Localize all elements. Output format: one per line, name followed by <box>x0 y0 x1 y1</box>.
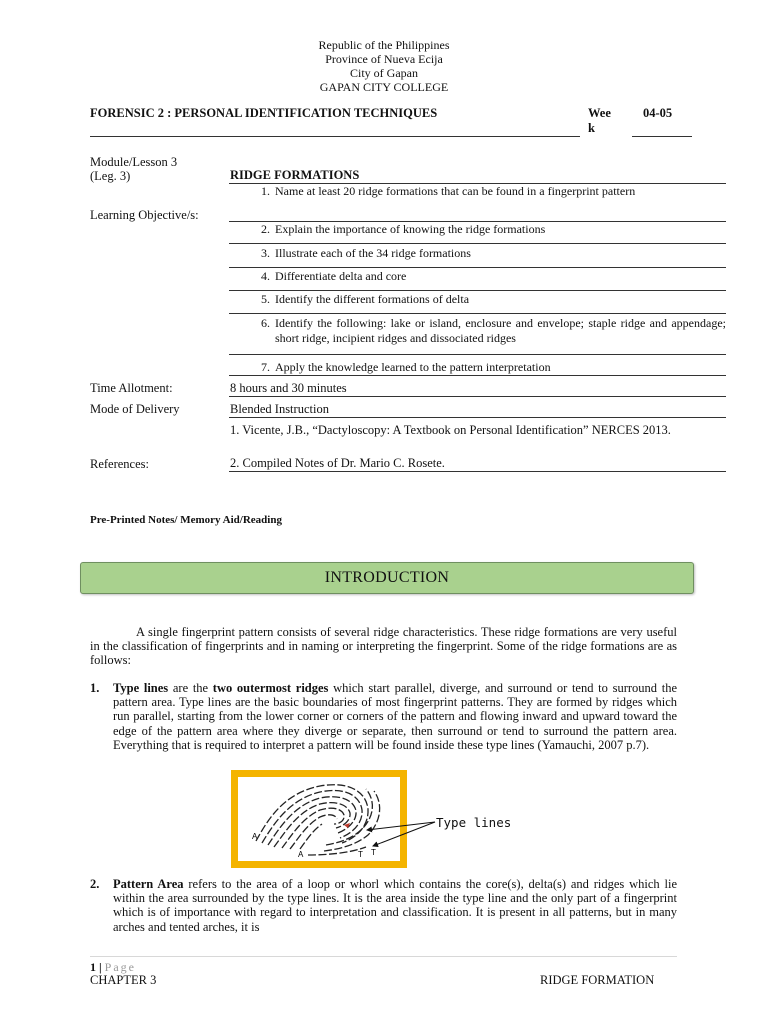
time-label: Time Allotment: <box>90 381 173 395</box>
title-underline <box>90 136 580 137</box>
time-rule <box>229 396 726 397</box>
header-country: Republic of the Philippines <box>318 38 450 52</box>
module-topic: RIDGE FORMATIONS <box>230 168 360 182</box>
objective-item: 3. Illustrate each of the 34 ridge formations <box>261 246 471 260</box>
objective-rule <box>229 290 726 291</box>
intro-paragraph: A single fingerprint pattern consists of several ridge characteristics. These ridge formations are very useful in the classification of fingerprints and in naming or interpreting the fingerprint. Some of the ridge formations are as follows: <box>90 625 677 668</box>
footer-rule <box>90 956 677 957</box>
module-label: Module/Lesson 3 <box>90 155 178 169</box>
header-city: City of Gapan <box>350 66 418 80</box>
week-value: 04-05 <box>643 106 673 120</box>
header-college: GAPAN CITY COLLEGE <box>319 80 449 94</box>
type-lines-callout: Type lines <box>436 815 512 830</box>
mode-rule <box>229 417 726 418</box>
objective-item: 5. Identify the different formations of delta <box>261 292 470 306</box>
objective-item: 6. Identify the following: lake or island, enclosure and envelope; staple ridge and appendage; short ridge, incipient ridges and dissociated ridges <box>261 316 726 345</box>
time-value: 8 hours and 30 minutes <box>230 381 347 395</box>
objective-item: 4. Differentiate delta and core <box>261 269 407 283</box>
header-province: Province of Nueva Ecija <box>325 52 443 66</box>
objective-item: 1. Name at least 20 ridge formations that can be found in a fingerprint pattern <box>261 184 636 198</box>
week-label: Wee k <box>588 106 611 135</box>
footer-running-title: RIDGE FORMATION <box>540 973 655 987</box>
list-item-type-lines: 1. Type lines are the two outermost ridges which start parallel, diverge, and surround or tend to surround the pattern area. Type lines are the basic boundaries of most fingerprint patterns. They are formed by ridges which run parallel, starting from the lower corner or corners of the pattern and flowing inward and upward toward the edge of the pattern area where they diverge or separate, then surround or tend to surround the pattern area. Everything that is required to interpret a pattern will be found inside these type lines (Yamauchi, 2007 p.7). <box>90 681 677 752</box>
week-underline <box>632 136 692 137</box>
objective-item: 2. Explain the importance of knowing the ridge formations <box>261 222 546 236</box>
callout-arrows <box>355 800 437 860</box>
notes-label: Pre-Printed Notes/ Memory Aid/Reading <box>90 514 282 526</box>
mode-value: Blended Instruction <box>230 402 329 416</box>
list-item-pattern-area: 2. Pattern Area refers to the area of a loop or whorl which contains the core(s), delta(s) and ridges which lie within the area surrounded by the type lines. It is the area inside the type line and the only part of a fingerprint which is of importance with regard to interpretation and classification. It is present in all patterns, but in many arches and tented arches, it is <box>90 877 677 934</box>
delta-letter-left: A <box>252 832 258 841</box>
term-outermost-ridges: two outermost ridges <box>212 681 329 695</box>
term-pattern-area: Pattern Area <box>113 877 184 891</box>
footer-chapter: CHAPTER 3 <box>90 973 157 987</box>
delta-letter-bottom: A <box>298 850 304 859</box>
objective-rule <box>229 375 726 376</box>
objective-rule <box>229 354 726 355</box>
reference-1: 1. Vicente, J.B., “Dactyloscopy: A Textbook on Personal Identification” NERCES 2013. <box>230 423 671 437</box>
objective-item: 7. Apply the knowledge learned to the pattern interpretation <box>261 360 551 374</box>
term-type-lines: Type lines <box>113 681 169 695</box>
mode-label: Mode of Delivery <box>90 402 180 416</box>
introduction-banner: INTRODUCTION <box>80 562 694 594</box>
page-number: 1 | Page <box>90 960 136 974</box>
references-rule <box>229 471 726 472</box>
objective-rule <box>229 243 726 244</box>
objective-rule <box>229 313 726 314</box>
course-title: FORENSIC 2 : PERSONAL IDENTIFICATION TECHNIQUES <box>90 106 438 120</box>
typeline-letter-1: T <box>358 850 363 859</box>
objectives-label: Learning Objective/s: <box>90 208 199 222</box>
objective-rule <box>229 267 726 268</box>
reference-2: 2. Compiled Notes of Dr. Mario C. Rosete. <box>230 456 445 470</box>
references-label: References: <box>90 457 149 471</box>
typeline-letter-2: T <box>371 848 376 857</box>
module-sublabel: (Leg. 3) <box>90 169 131 183</box>
